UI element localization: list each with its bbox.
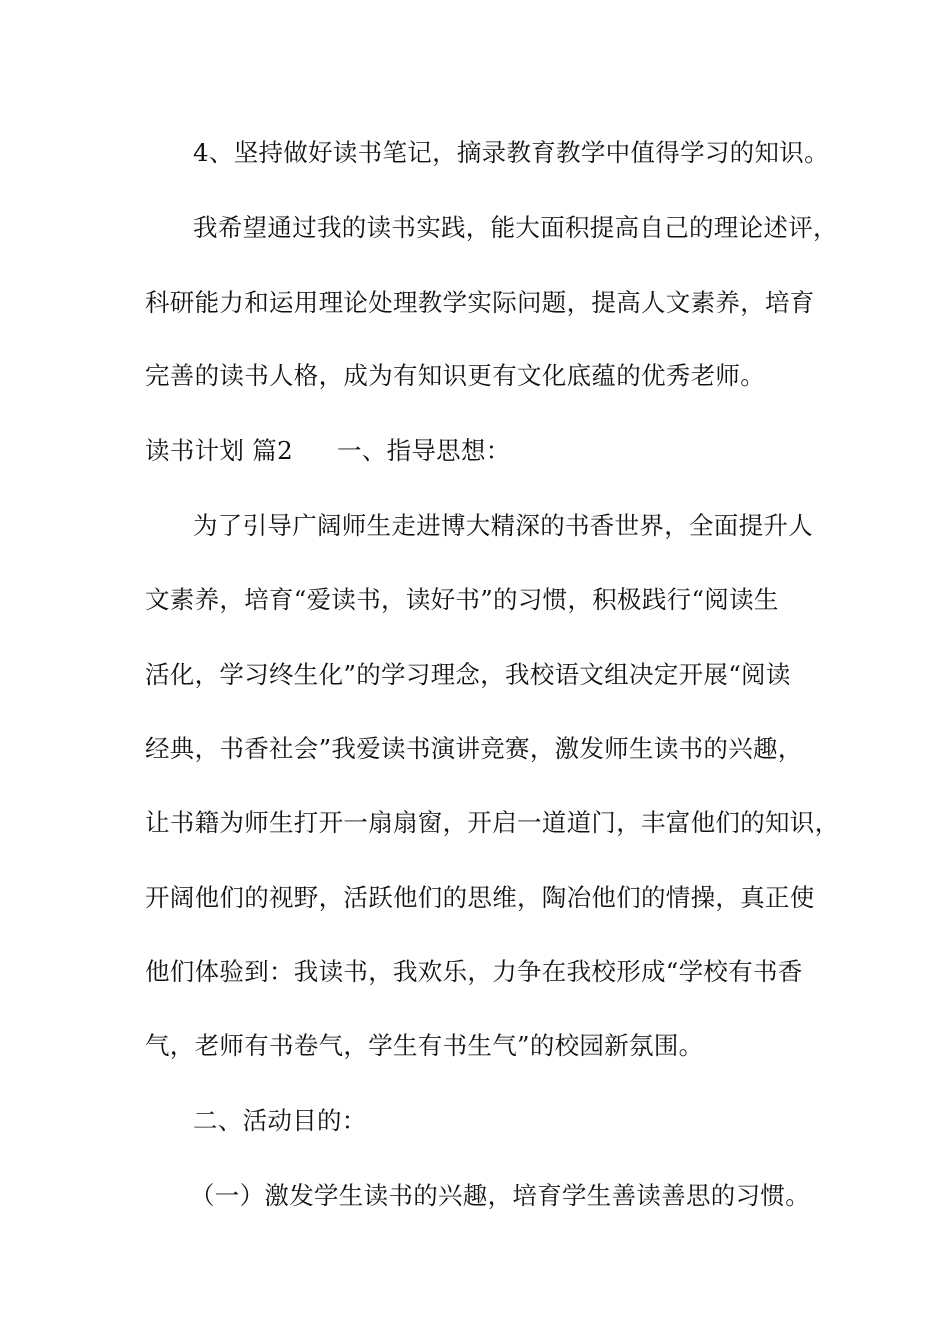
section-title: 读书计划 篇2 bbox=[145, 436, 293, 465]
paragraph-line: 气，老师有书卷气，学生有书生气”的校园新氛围。 bbox=[145, 1031, 704, 1060]
paragraph-line: 完善的读书人格，成为有知识更有文化底蕴的优秀老师。 bbox=[145, 361, 765, 390]
paragraph-line: 科研能力和运用理论处理教学实际问题，提高人文素养，培育 bbox=[145, 288, 815, 317]
paragraph-line: 4、坚持做好读书笔记，摘录教育教学中值得学习的知识。 bbox=[193, 138, 829, 167]
paragraph-line: 为了引导广阔师生走进博大精深的书香世界，全面提升人 bbox=[193, 511, 813, 540]
paragraph-line: 经典，书香社会”我爱读书演讲竞赛，激发师生读书的兴趣， bbox=[145, 734, 803, 763]
section-heading bbox=[145, 436, 511, 466]
paragraph-line: 我希望通过我的读书实践，能大面积提高自己的理论述评， bbox=[193, 213, 838, 242]
paragraph-line: 开阔他们的视野，活跃他们的思维，陶冶他们的情操，真正使 bbox=[145, 883, 815, 912]
paragraph-line: 文素养，培育“爱读书，读好书”的习惯，积极践行“阅读生 bbox=[145, 585, 779, 614]
section-subtitle: 一、指导思想： bbox=[336, 436, 511, 465]
list-item: （一）激发学生读书的兴趣，培育学生善读善思的习惯。 bbox=[190, 1181, 810, 1210]
section-heading: 二、活动目的： bbox=[193, 1106, 367, 1135]
paragraph-line: 活化，学习终生化”的学习理念，我校语文组决定开展“阅读 bbox=[145, 660, 791, 689]
paragraph-line: 他们体验到：我读书，我欢乐，力争在我校形成“学校有书香 bbox=[145, 957, 803, 986]
paragraph-line: 让书籍为师生打开一扇扇窗，开启一道道门，丰富他们的知识， bbox=[145, 808, 840, 837]
